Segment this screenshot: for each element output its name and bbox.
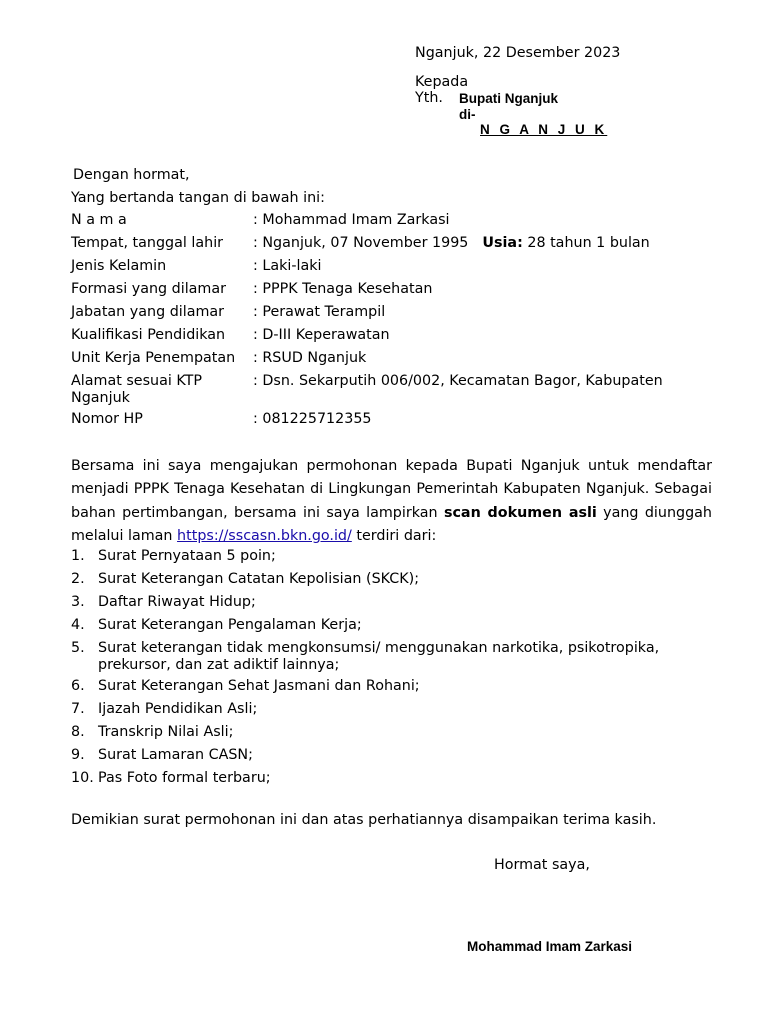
- field-label: Kualifikasi Pendidikan: [71, 327, 226, 343]
- list-text: Surat Keterangan Catatan Kepolisian (SKCK);: [98, 571, 420, 587]
- body-text-2: yang diunggah melalui laman: [71, 504, 712, 544]
- list-text: Surat keterangan tidak mengkonsumsi/ menggunakan narkotika, psikotropika, prekursor, dan zat adiktif lainnya;: [98, 640, 660, 673]
- intro-line: Yang bertanda tangan di bawah ini:: [71, 190, 325, 206]
- di-label: di-: [459, 107, 476, 122]
- list-number: 4.: [71, 617, 85, 633]
- field-label: N a m a: [71, 212, 127, 228]
- signer-name: Mohammad Imam Zarkasi: [467, 939, 633, 954]
- body-text-1: Bersama ini saya mengajukan permohonan kepada Bupati Nganjuk untuk mendaftar menjadi PPPK Tenaga Kesehatan di Lingkungan Pemerintah Kabupaten Nganjuk. Sebagai bahan pertimbangan, bersama ini saya lampirkan: [71, 458, 712, 521]
- alamat-label-line1: Alamat sesuai KTP: [71, 373, 203, 389]
- field-label: [71, 373, 253, 407]
- recipient-city: N G A N J U K: [480, 122, 608, 137]
- body-bold-text: scan dokumen asli: [443, 504, 597, 521]
- list-number: 9.: [71, 747, 85, 763]
- yth-label: Yth.: [415, 90, 443, 106]
- list-text: Surat Keterangan Sehat Jasmani dan Rohani;: [98, 678, 420, 694]
- field-label: Nomor HP: [71, 411, 143, 427]
- letter-date: Nganjuk, 22 Desember 2023: [415, 45, 621, 61]
- list-number: 6.: [71, 678, 85, 694]
- field-label: Jabatan yang dilamar: [71, 304, 225, 320]
- field-value: : Mohammad Imam Zarkasi: [253, 212, 450, 228]
- sscasn-link[interactable]: https://sscasn.bkn.go.id/: [177, 527, 352, 544]
- greeting: Dengan hormat,: [73, 167, 190, 183]
- kepada-label: Kepada: [415, 74, 469, 90]
- list-text: Surat Lamaran CASN;: [98, 747, 253, 763]
- list-text: Transkrip Nilai Asli;: [98, 724, 234, 740]
- list-number: 3.: [71, 594, 85, 610]
- field-value: : Perawat Terampil: [253, 304, 386, 320]
- field-value: : RSUD Nganjuk: [253, 350, 367, 366]
- recipient-name: Bupati Nganjuk: [459, 91, 559, 106]
- field-value: : PPPK Tenaga Kesehatan: [253, 281, 433, 297]
- field-value: : 081225712355: [253, 411, 372, 427]
- list-number: 7.: [71, 701, 85, 717]
- field-label: Tempat, tanggal lahir: [71, 235, 224, 251]
- list-text: Ijazah Pendidikan Asli;: [98, 701, 258, 717]
- field-value: : Dsn. Sekarputih 006/002, Kecamatan Bagor, Kabupaten: [253, 373, 663, 389]
- list-number: 5.: [71, 640, 85, 656]
- closing-sentence: Demikian surat permohonan ini dan atas perhatiannya disampaikan terima kasih.: [71, 812, 657, 828]
- list-text: Pas Foto formal terbaru;: [98, 770, 271, 786]
- usia-label: Usia:: [482, 235, 523, 251]
- list-number: 10.: [71, 770, 94, 786]
- field-value: : Laki-laki: [253, 258, 322, 274]
- list-number: 8.: [71, 724, 85, 740]
- body-paragraph: [71, 455, 712, 548]
- signoff: Hormat saya,: [494, 857, 590, 873]
- field-value: [253, 235, 650, 252]
- list-text: Surat Keterangan Pengalaman Kerja;: [98, 617, 362, 633]
- field-value: : D-III Keperawatan: [253, 327, 390, 343]
- field-label: Unit Kerja Penempatan: [71, 350, 236, 366]
- list-text: Daftar Riwayat Hidup;: [98, 594, 256, 610]
- field-label: Formasi yang dilamar: [71, 281, 226, 297]
- usia-value: 28 tahun 1 bulan: [522, 235, 650, 251]
- list-number: 2.: [71, 571, 85, 587]
- ttl-value: : Nganjuk, 07 November 1995: [253, 235, 469, 251]
- alamat-label-line2: Nganjuk: [71, 390, 130, 406]
- list-number: 1.: [71, 548, 85, 564]
- field-label: Jenis Kelamin: [71, 258, 167, 274]
- body-text-3: terdiri dari:: [351, 527, 437, 544]
- list-text: Surat Pernyataan 5 poin;: [98, 548, 276, 564]
